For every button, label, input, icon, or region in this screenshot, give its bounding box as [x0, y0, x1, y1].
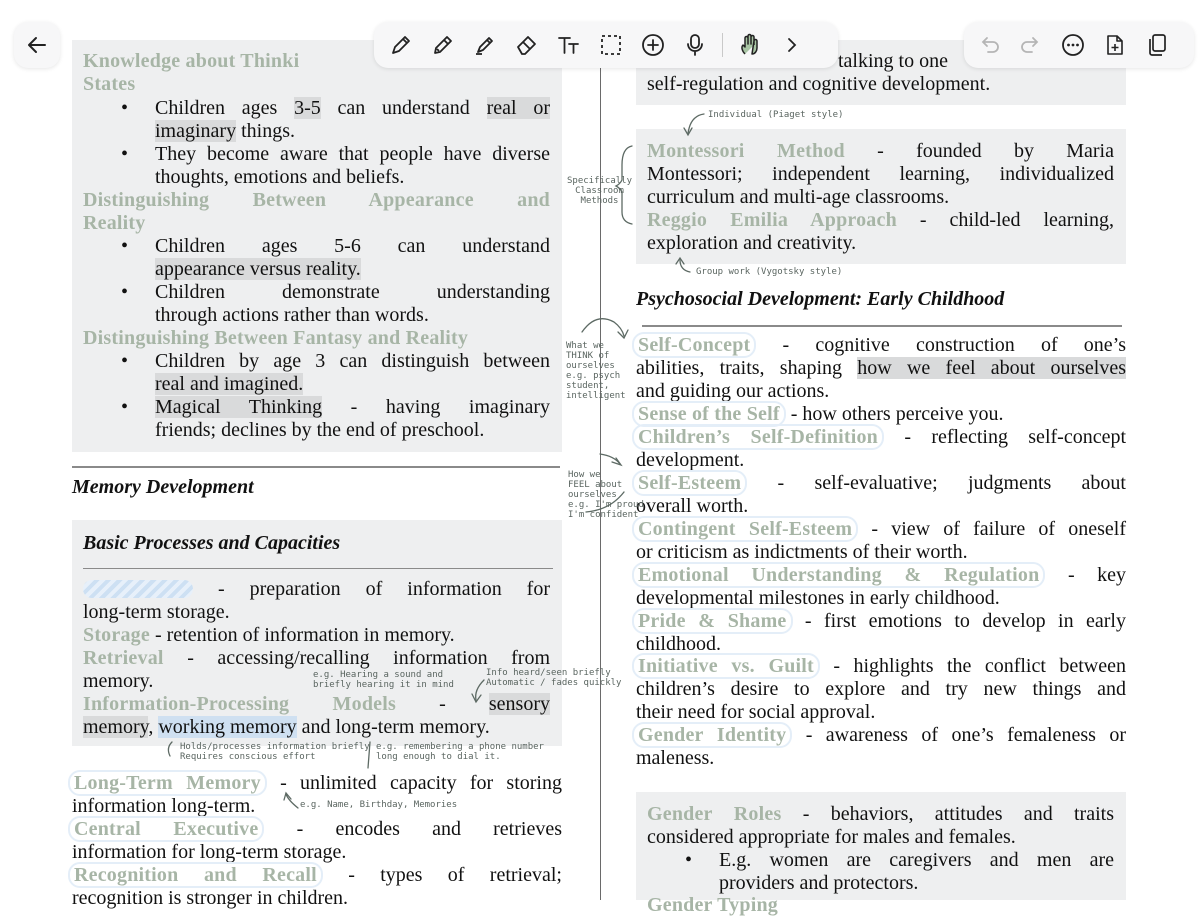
microphone-icon: [682, 32, 708, 58]
thinking-states-title-line2: States: [83, 73, 136, 95]
ipm-line: Information-Processing Models - sensory: [83, 693, 550, 715]
text-tool-button[interactable]: [548, 24, 590, 66]
central-exec-line2: information for long-term storage.: [72, 841, 347, 863]
more-options-button[interactable]: [1052, 24, 1094, 66]
lasso-select-button[interactable]: [590, 24, 632, 66]
contingent-self-esteem-line: Contingent Self-Esteem - view of failure of oneself: [636, 518, 1126, 541]
top-right-line1: talking to one: [838, 50, 948, 72]
lasso-select-icon: [598, 32, 624, 58]
storage-line: Storage - retention of information in memory.: [83, 624, 455, 646]
handwritten-note: How we FEEL about ourselves e.g. I'm proud I'm confident: [568, 470, 644, 520]
pencil-icon: [430, 32, 456, 58]
handwritten-note: Specifically Classroom Methods: [567, 176, 633, 206]
contingent-self-esteem-line2: or criticism as indictments of their worth.: [636, 541, 968, 563]
arrow-stroke: [168, 742, 172, 756]
recog-recall-line2: recognition is stronger in children.: [72, 887, 349, 909]
redo-icon: [1018, 32, 1044, 58]
handwritten-note: Individual (Piaget style): [708, 110, 844, 120]
ltm-line2: information long-term.: [72, 795, 256, 817]
add-page-button[interactable]: [1094, 24, 1136, 66]
eraser-icon: [514, 32, 540, 58]
basic-processes-heading: Basic Processes and Capacities: [83, 532, 341, 554]
initiative-guilt-line: Initiative vs. Guilt - highlights the conflict between: [636, 655, 1126, 678]
thinking-states-title: Knowledge about Thinki: [83, 50, 300, 72]
reggio-line: Reggio Emilia Approach - child-led learning,: [647, 209, 1114, 231]
expand-toolbar-button[interactable]: [771, 24, 813, 66]
handwritten-note: e.g. Name, Birthday, Memories: [300, 800, 458, 810]
recog-recall-line: Recognition and Recall - types of retrieval;: [72, 864, 562, 887]
handwritten-note: Group work (Vygotsky style): [696, 267, 843, 277]
self-concept-line: Self-Concept - cognitive construction of one’s: [636, 334, 1126, 357]
gender-typing-partial: Gender Typing: [647, 894, 778, 916]
undo-icon: [976, 32, 1002, 58]
bullet-item: • E.g. women are caregivers and men are providers and protectors.: [685, 849, 1114, 894]
pride-shame-line2: childhood.: [636, 633, 721, 655]
self-concept-line2: abilities, traits, shaping how we feel about ourselves: [636, 357, 1126, 379]
emotional-understanding-line: Emotional Understanding & Regulation - key: [636, 564, 1126, 587]
handwritten-note: Holds/processes information briefly Requires conscious effort: [180, 742, 370, 762]
top-right-line2: self-regulation and cognitive development.: [647, 73, 991, 95]
arrow-stroke: [582, 319, 624, 336]
sense-of-self-line: Sense of the Self - how others perceive you.: [636, 403, 1003, 426]
duplicate-icon: [1144, 32, 1170, 58]
plus-circle-icon: [640, 32, 666, 58]
initiative-guilt-line2: children’s desire to explore and try new things and: [636, 678, 1126, 700]
bullet-item: • Children ages 5-6 can understand appearance versus reality.: [121, 235, 550, 280]
montessori-line3: curriculum and multi-age classrooms.: [647, 186, 950, 208]
touch-draw-button[interactable]: [729, 24, 771, 66]
page-actions-toolbar: [964, 22, 1194, 68]
hand-draw-icon: [737, 32, 763, 58]
redo-button[interactable]: [1010, 24, 1052, 66]
gender-roles-line2: considered appropriate for males and females.: [647, 826, 1016, 848]
initiative-guilt-line3: their need for social approval.: [636, 701, 876, 723]
self-esteem-line: Self-Esteem - self-evaluative; judgments about: [636, 472, 1126, 495]
pencil-tool-button[interactable]: [422, 24, 464, 66]
drawing-toolbar: [374, 22, 838, 68]
appearance-reality-title: Distinguishing Between Appearance and: [83, 189, 550, 211]
pen-tool-button[interactable]: [380, 24, 422, 66]
text-icon: [556, 32, 582, 58]
undo-button[interactable]: [968, 24, 1010, 66]
handwritten-note: Info heard/seen briefly Automatic / fades quickly: [486, 668, 622, 688]
microphone-button[interactable]: [674, 24, 716, 66]
emotional-understanding-line2: developmental milestones in early childhood.: [636, 587, 1000, 609]
toolbar-separator: [722, 33, 723, 57]
pride-shame-line: Pride & Shame - first emotions to develop in early: [636, 610, 1126, 633]
arrow-stroke: [612, 458, 621, 465]
bullet-item: • Children by age 3 can distinguish between real and imagined.: [121, 350, 550, 395]
highlighter-icon: [472, 32, 498, 58]
psychosocial-heading: Psychosocial Development: Early Childhood: [636, 288, 1005, 310]
arrow-stroke: [472, 694, 481, 702]
retrieval-line2: memory.: [83, 670, 154, 692]
encoding-line: - preparation of information for: [83, 578, 550, 601]
montessori-line: Montessori Method - founded by Maria: [647, 140, 1114, 162]
retrieval-line: Retrieval - accessing/recalling information from: [83, 647, 550, 669]
fantasy-reality-title: Distinguishing Between Fantasy and Reality: [83, 327, 469, 349]
handwritten-note: e.g. remembering a phone number long enough to dial it.: [376, 742, 544, 762]
handwritten-note: What we THINK of ourselves e.g. psych student, intelligent: [566, 341, 626, 401]
bullet-item: • Magical Thinking - having imaginary friends; declines by the end of preschool.: [121, 396, 550, 441]
gender-identity-line: Gender Identity - awareness of one’s femaleness or: [636, 724, 1126, 747]
arrow-stroke: [680, 260, 690, 272]
eraser-tool-button[interactable]: [506, 24, 548, 66]
bullet-item: • Children demonstrate understanding through actions rather than words.: [121, 281, 550, 326]
add-element-button[interactable]: [632, 24, 674, 66]
reggio-line2: exploration and creativity.: [647, 232, 857, 254]
encoding-line2: long-term storage.: [83, 601, 230, 623]
memory-development-heading: Memory Development: [72, 476, 254, 498]
self-esteem-line2: overall worth.: [636, 495, 749, 517]
bullet-item: • Children ages 3-5 can understand real or imaginary things.: [121, 97, 550, 142]
montessori-line2: Montessori; independent learning, individualized: [647, 163, 1114, 185]
arrow-left-icon: [25, 33, 49, 57]
pen-icon: [388, 32, 414, 58]
ltm-line: Long-Term Memory - unlimited capacity for storing: [72, 772, 562, 795]
highlighter-tool-button[interactable]: [464, 24, 506, 66]
back-button[interactable]: [14, 22, 60, 68]
self-definition-line2: development.: [636, 449, 745, 471]
gender-roles-line: Gender Roles - behaviors, attitudes and traits: [647, 803, 1114, 825]
magical-thinking-term: Magical Thinking: [155, 396, 323, 418]
self-concept-line3: and guiding our actions.: [636, 380, 830, 402]
duplicate-page-button[interactable]: [1136, 24, 1178, 66]
chevron-right-icon: [779, 32, 805, 58]
handwritten-note: e.g. Hearing a sound and briefly hearing it in mind: [313, 670, 454, 690]
self-definition-line: Children’s Self-Definition - reflecting self-concept: [636, 426, 1126, 449]
bullet-item: • They become aware that people have diverse thoughts, emotions and beliefs.: [121, 143, 550, 188]
more-options-icon: [1060, 32, 1086, 58]
ipm-line2: memory, working memory and long-term memory.: [83, 716, 490, 738]
add-page-icon: [1102, 32, 1128, 58]
gender-identity-line2: maleness.: [636, 747, 715, 769]
central-exec-line: Central Executive - encodes and retrieves: [72, 818, 562, 841]
appearance-reality-title-line2: Reality: [83, 212, 146, 234]
